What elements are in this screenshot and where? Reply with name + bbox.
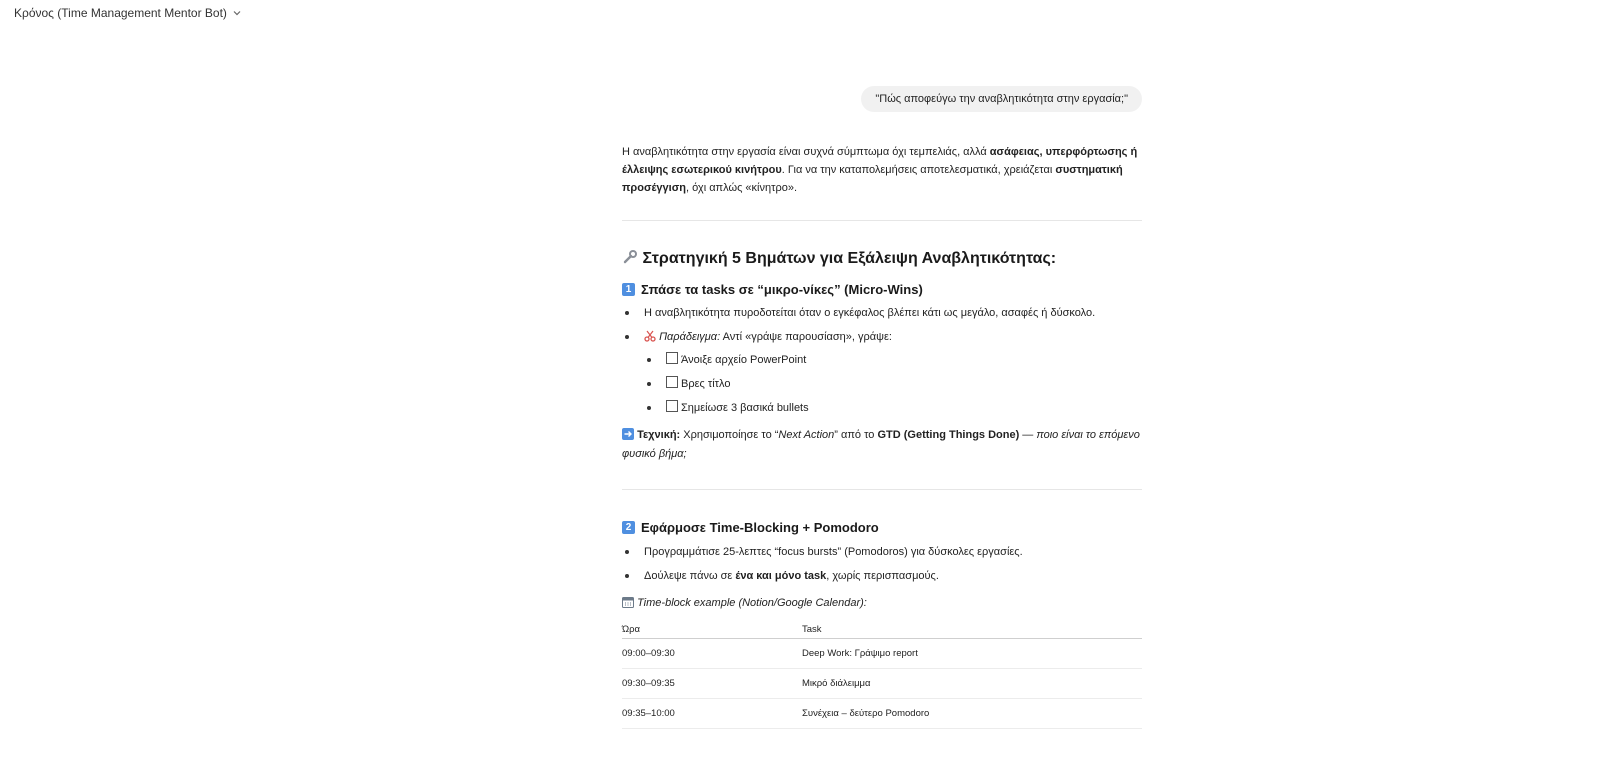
intro-text: . Για να την καταπολεμήσεις αποτελεσματικά, χρειάζεται — [781, 164, 1056, 176]
checkbox[interactable] — [666, 400, 678, 412]
divider — [622, 489, 1142, 490]
step1-heading — [622, 282, 923, 297]
wrench-icon — [622, 249, 638, 265]
step2-heading — [622, 520, 879, 535]
table-cell: Deep Work: Γράψιμο report — [802, 639, 1142, 669]
checklist-text: Βρες τίτλο — [681, 378, 731, 390]
bot-selector[interactable] — [14, 5, 243, 21]
table-row — [622, 669, 1142, 699]
bot-name: Κρόνος (Time Management Mentor Bot) — [14, 6, 227, 20]
table-header-row — [622, 620, 1142, 639]
user-message-row — [861, 86, 1142, 112]
table-cell: Συνέχεια – δεύτερο Pomodoro — [802, 699, 1142, 729]
technique-em: Next Action — [778, 429, 835, 441]
example-label: Παράδειγμα: — [659, 331, 721, 343]
checklist-item — [622, 399, 1142, 423]
bullet-text: Αντί «γράψε παρουσίαση», γράψε: — [720, 331, 892, 343]
table-cell: Μικρό διάλειμμα — [802, 669, 1142, 699]
step-number-badge: 1 — [622, 283, 635, 296]
step2-bullets — [622, 543, 1142, 591]
column-header: Ώρα — [622, 620, 802, 639]
bullet-text: Η αναβλητικότητα πυροδοτείται όταν ο εγκέφαλος βλέπει κάτι ως μεγάλο, ασαφές ή δύσκολο. — [644, 307, 1096, 319]
bullet-text: Προγραμμάτισε 25-λεπτες “focus bursts” (Pomodoros) για δύσκολες εργασίες. — [644, 546, 1023, 558]
technique-text: Χρησιμοποίησε το “ — [680, 429, 779, 441]
strategy-title-text: Στρατηγική 5 Βημάτων για Εξάλειψη Αναβλητικότητας: — [642, 250, 1057, 267]
technique-text: ” από το — [834, 429, 878, 441]
step2-title: Εφάρμοσε Time-Blocking + Pomodoro — [641, 520, 879, 535]
step1-title: Σπάσε τα tasks σε “μικρο-νίκες” (Micro-Wins) — [641, 282, 923, 297]
table-cell: 09:35–10:00 — [622, 699, 802, 729]
step1-checklist — [622, 351, 1142, 423]
technique-paragraph — [622, 426, 1142, 464]
step1-bullets — [622, 304, 1142, 352]
checklist-item — [622, 375, 1142, 399]
strategy-heading — [622, 249, 1056, 268]
intro-paragraph — [622, 143, 1142, 197]
checklist-text: Άνοιξε αρχείο PowerPoint — [681, 354, 807, 366]
step-number-badge: 2 — [622, 521, 635, 534]
technique-text: — — [1019, 429, 1037, 441]
user-message: "Πώς αποφεύγω την αναβλητικότητα στην εργασία;" — [861, 86, 1142, 112]
chevron-down-icon — [231, 7, 243, 19]
time-block-example-label — [622, 594, 1142, 613]
example-label-text: Time-block example (Notion/Google Calendar): — [637, 597, 867, 609]
table-cell: 09:30–09:35 — [622, 669, 802, 699]
scissors-icon — [644, 330, 656, 342]
technique-bold: GTD (Getting Things Done) — [877, 429, 1020, 441]
calendar-icon — [622, 596, 634, 608]
checkbox[interactable] — [666, 376, 678, 388]
intro-text: Η αναβλητικότητα στην εργασία είναι συχνά σύμπτωμα όχι τεμπελιάς, αλλά — [622, 146, 990, 158]
arrow-right-icon — [622, 428, 634, 440]
list-item — [622, 567, 1142, 591]
table-row — [622, 699, 1142, 729]
technique-em: ποιο είναι το επόμενο φυσικό βήμα; — [622, 429, 1140, 460]
list-item — [622, 328, 1142, 352]
divider — [622, 220, 1142, 221]
column-header: Task — [802, 620, 1142, 639]
intro-bold: ασάφειας, υπερφόρτωσης ή έλλειψης εσωτερικού κινήτρου — [622, 146, 1138, 176]
checkbox[interactable] — [666, 352, 678, 364]
time-block-table — [622, 620, 1142, 729]
checklist-item — [622, 351, 1142, 375]
table-row — [622, 639, 1142, 669]
bullet-text: , χωρίς περισπασμούς. — [826, 570, 939, 582]
bullet-text: Δούλεψε πάνω σε — [644, 570, 736, 582]
intro-bold: συστηματική προσέγγιση — [622, 164, 1123, 194]
technique-label: Τεχνική: — [637, 429, 681, 441]
table-cell: 09:00–09:30 — [622, 639, 802, 669]
bullet-bold: ένα και μόνο task — [735, 570, 827, 582]
intro-text: , όχι απλώς «κίνητρο». — [685, 182, 797, 194]
list-item — [622, 543, 1142, 567]
list-item — [622, 304, 1142, 328]
checklist-text: Σημείωσε 3 βασικά bullets — [681, 402, 809, 414]
